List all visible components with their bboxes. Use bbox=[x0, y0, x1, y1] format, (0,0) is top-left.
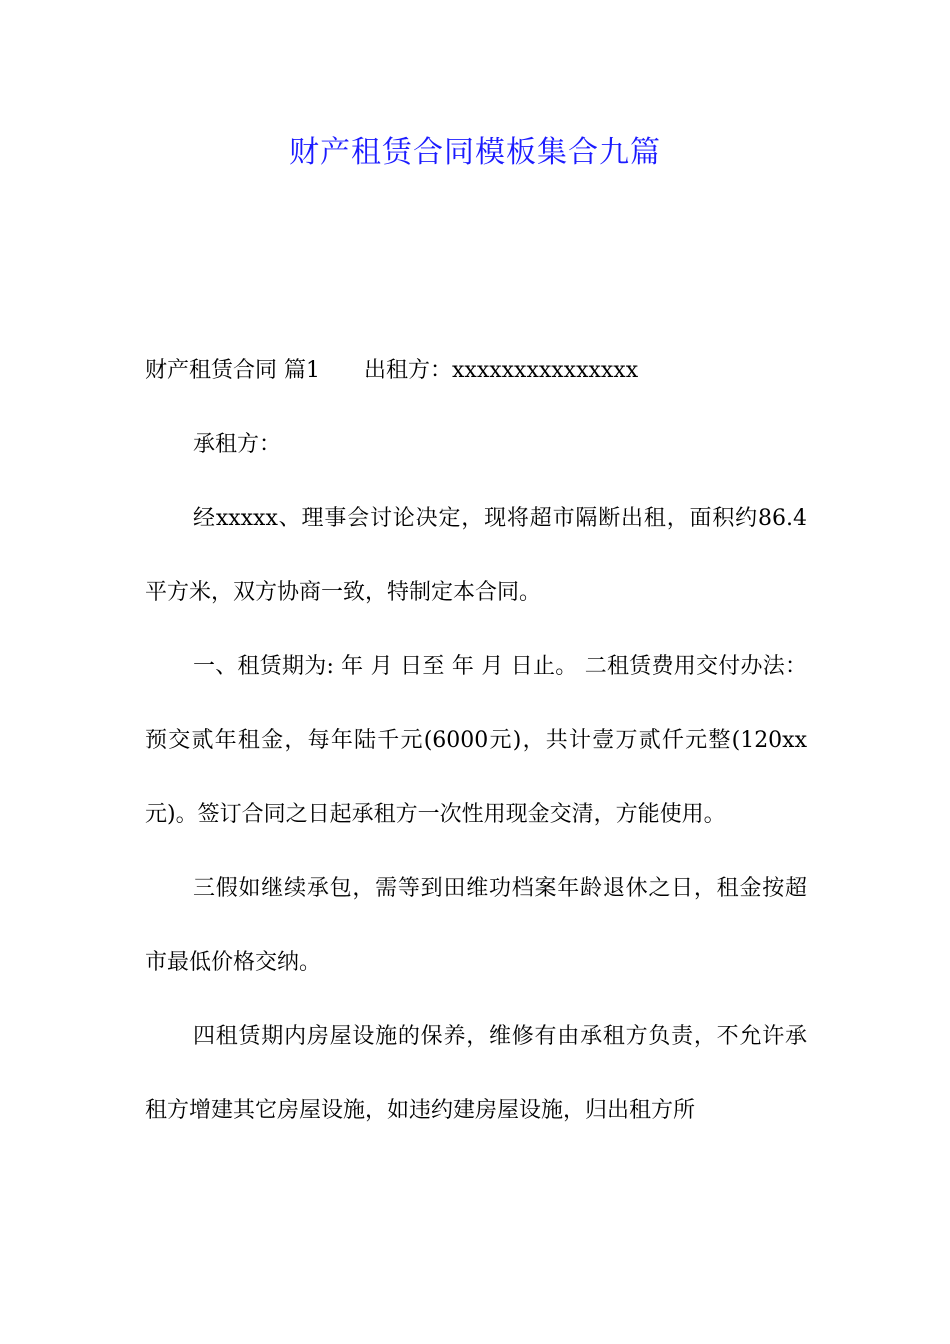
document-body bbox=[145, 334, 807, 1148]
paragraph-intro: 经xxxxx、理事会讨论决定，现将超市隔断出租，面积约86.4平方米，双方协商一致，特制定本合同。 bbox=[145, 506, 807, 605]
document-title: 财产租赁合同模板集合九篇 bbox=[289, 135, 661, 170]
section-heading-line bbox=[145, 334, 807, 408]
lessor-line: 出租方：xxxxxxxxxxxxxxx bbox=[364, 358, 639, 383]
section-heading: 财产租赁合同 篇1 bbox=[145, 358, 320, 383]
paragraph-term-and-payment: 一、租赁期为: 年 月 日至 年 月 日止。 二租赁费用交付办法：预交贰年租金，每年陆千元(6000元)，共计壹万贰仟元整(120xx元)。签订合同之日起承租方一次性用现金交清，方能使用。 bbox=[145, 654, 807, 827]
paragraph-maintenance: 四租赁期内房屋设施的保养，维修有由承租方负责，不允许承租方增建其它房屋设施，如违约建房屋设施，归出租方所 bbox=[145, 1024, 807, 1123]
lessee-line: 承租方： bbox=[193, 432, 282, 457]
paragraph-renewal: 三假如继续承包，需等到田维功档案年龄退休之日，租金按超市最低价格交纳。 bbox=[145, 876, 807, 975]
